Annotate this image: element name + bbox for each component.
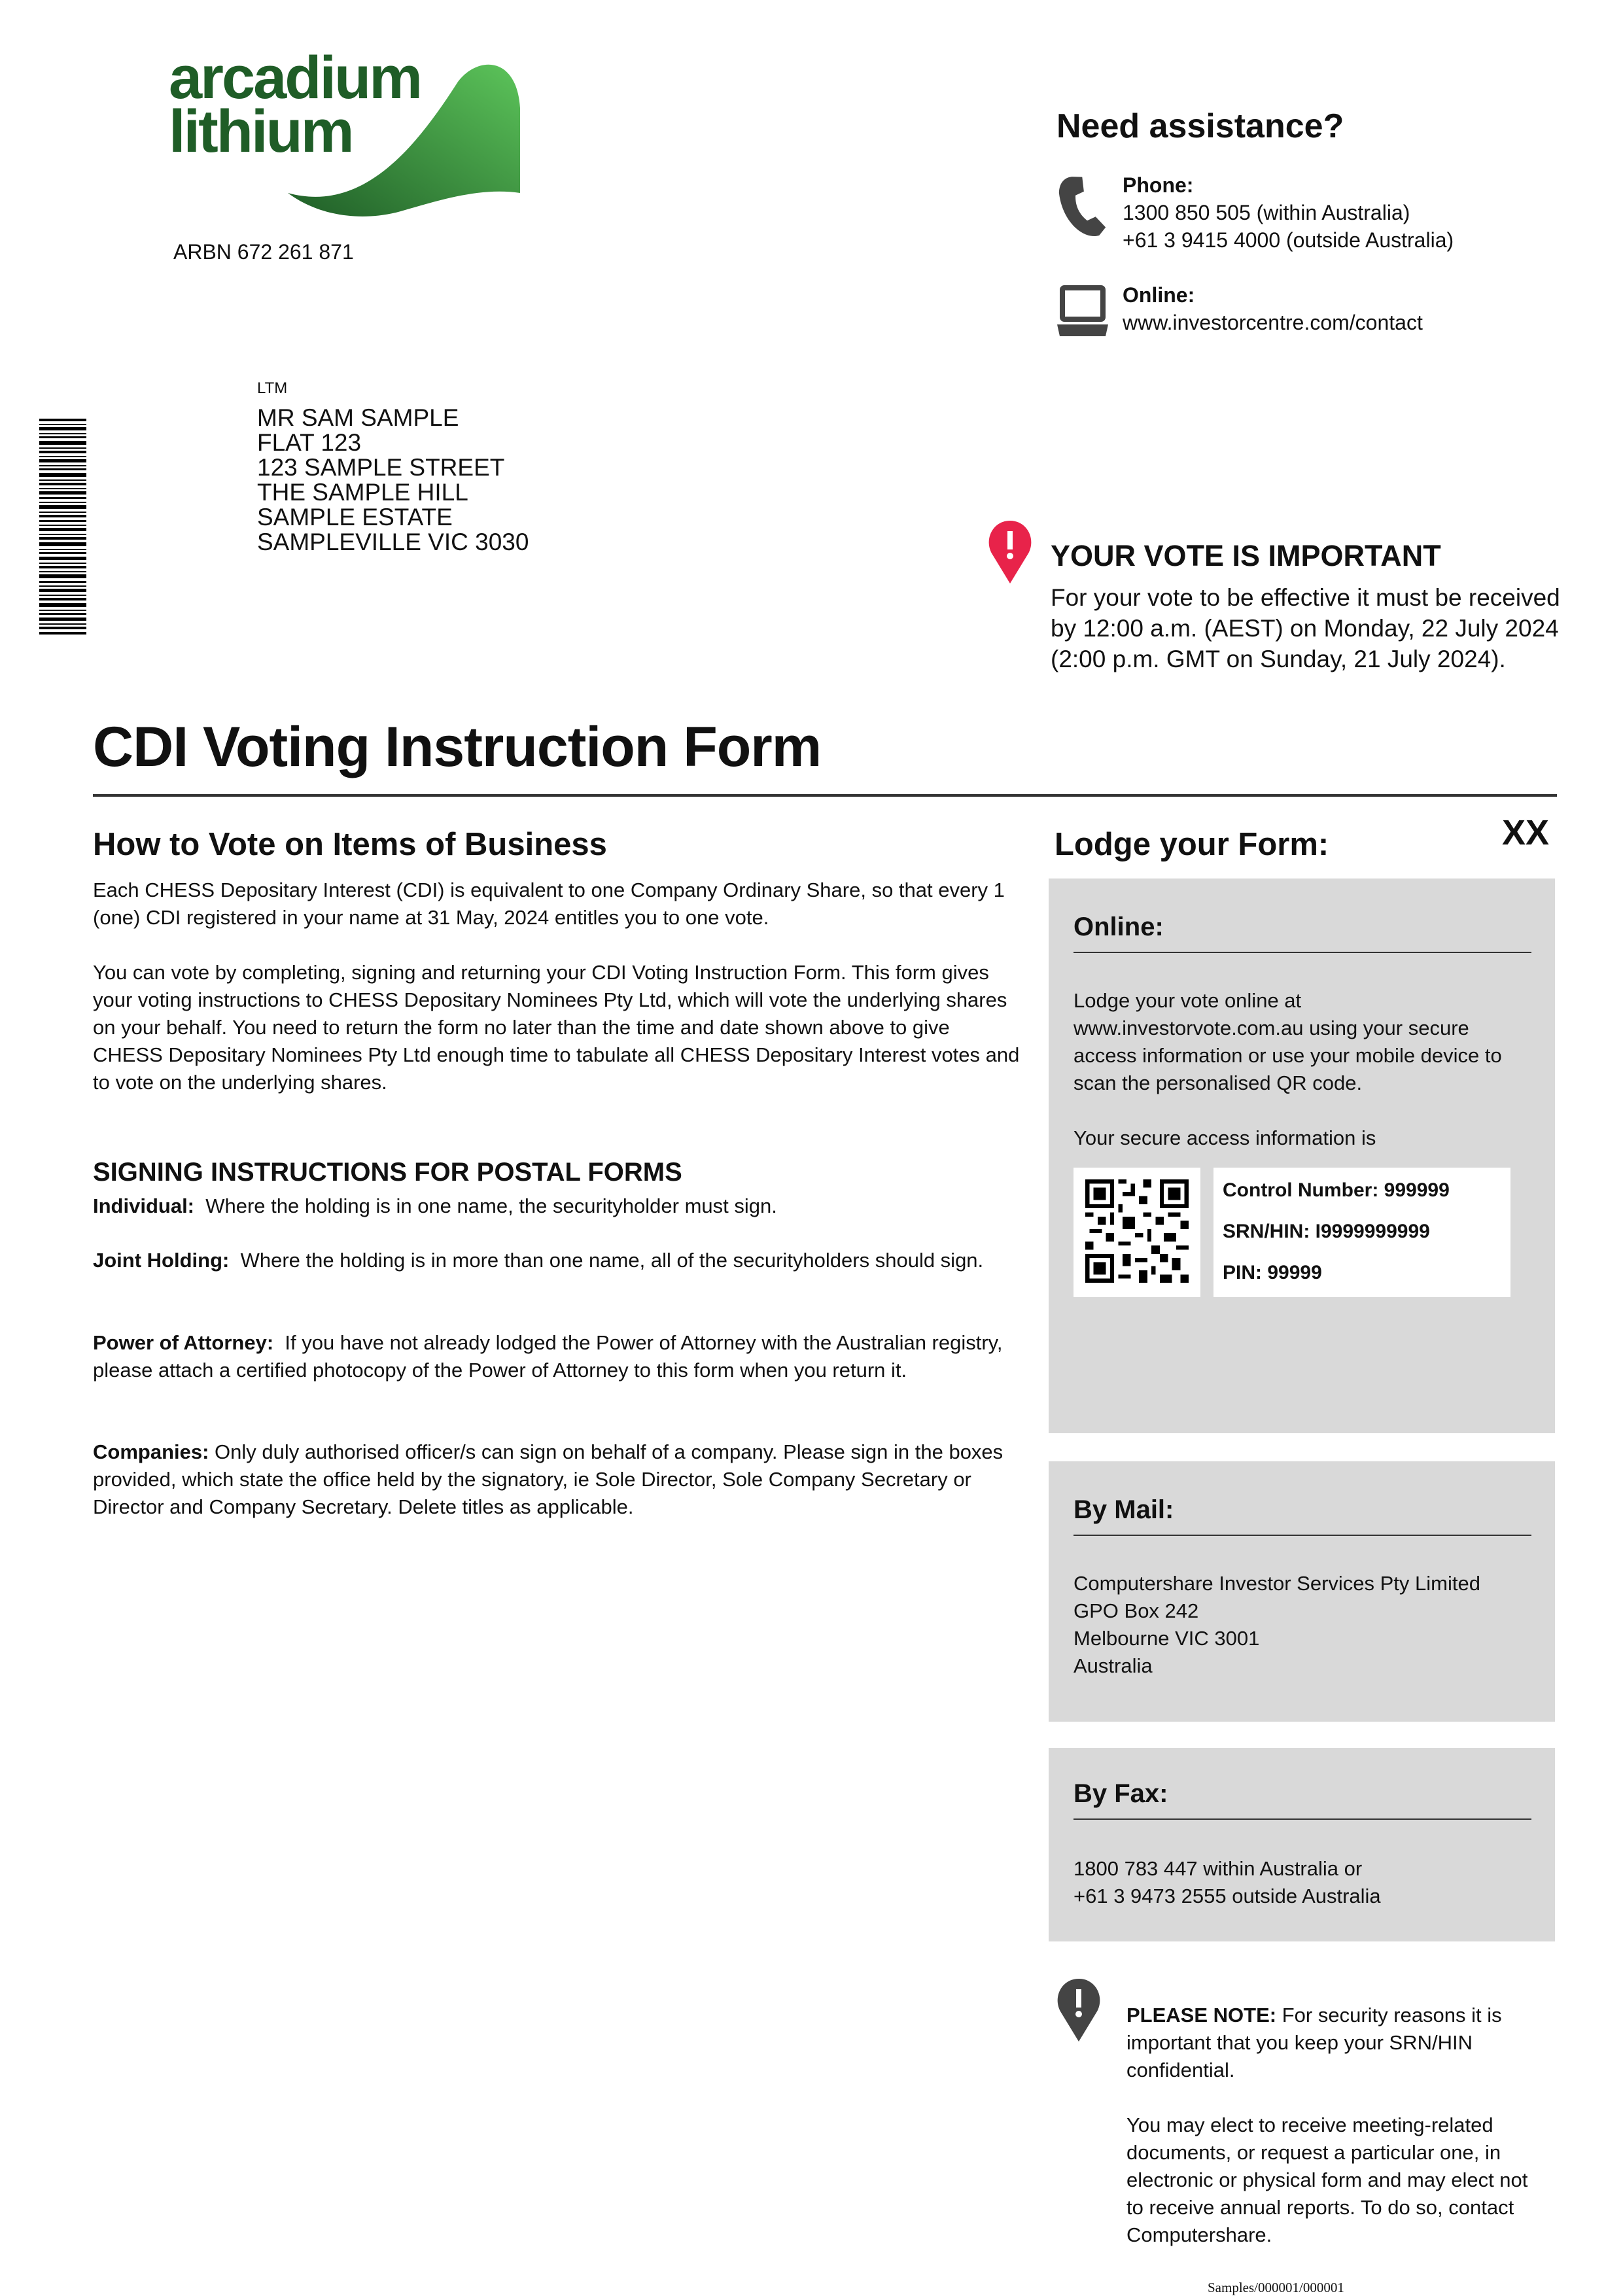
alert-pin-icon xyxy=(986,519,1034,585)
mail-address-line: Australia xyxy=(1073,1654,1153,1677)
address-line: SAMPLE ESTATE xyxy=(257,504,453,531)
joint-instruction xyxy=(93,1247,1022,1274)
individual-text: Where the holding is in one name, the securityholder must sign. xyxy=(205,1194,777,1217)
address-line: MR SAM SAMPLE xyxy=(257,404,459,431)
joint-text: Where the holding is in more than one name, all of the securityholders should sign. xyxy=(240,1249,984,1272)
online-lodge-panel xyxy=(1049,878,1555,1433)
fax-lodge-panel xyxy=(1049,1748,1555,1941)
info-pin-icon xyxy=(1055,1977,1102,2043)
address-line: SAMPLEVILLE VIC 3030 xyxy=(257,529,529,555)
phone-label: Phone: xyxy=(1123,173,1194,197)
fax-heading: By Fax: xyxy=(1073,1779,1168,1808)
address-line: THE SAMPLE HILL xyxy=(257,479,468,506)
mail-heading: By Mail: xyxy=(1073,1495,1174,1524)
logo-swoosh-icon xyxy=(281,56,530,219)
title-divider xyxy=(93,794,1557,797)
online-label: Online: xyxy=(1123,283,1195,307)
vote-deadline-text: For your vote to be effective it must be received by 12:00 a.m. (AEST) on Monday, 22 July 2024 (2:00 p.m. GMT on Sunday, 21 July 2024). xyxy=(1051,584,1560,672)
phone-international: +61 3 9415 4000 (outside Australia) xyxy=(1123,228,1454,252)
logo-line-1: arcadium xyxy=(169,44,421,111)
laptop-icon xyxy=(1055,284,1111,340)
logo-line-2: lithium xyxy=(169,98,353,165)
how-to-vote-heading: How to Vote on Items of Business xyxy=(93,827,607,862)
note-text-1: For security reasons it is important that you keep your SRN/HIN confidential. xyxy=(1126,2004,1502,2081)
access-intro: Your secure access information is xyxy=(1073,1126,1376,1149)
security-note xyxy=(1126,2002,1545,2249)
mail-address-line: Computershare Investor Services Pty Limited xyxy=(1073,1572,1480,1595)
assistance-title: Need assistance? xyxy=(1056,107,1344,145)
joint-label: Joint Holding: xyxy=(93,1249,230,1272)
lodge-form-heading: Lodge your Form: xyxy=(1055,827,1329,862)
page-marker: XX xyxy=(1502,813,1550,852)
document-reference: Samples/000001/000001 xyxy=(1208,2280,1344,2295)
fax-divider xyxy=(1073,1818,1531,1820)
secure-access-card xyxy=(1213,1168,1510,1297)
note-label: PLEASE NOTE: xyxy=(1126,2004,1277,2026)
qr-code-icon[interactable] xyxy=(1085,1179,1189,1283)
online-divider xyxy=(1073,952,1531,953)
mail-lodge-panel xyxy=(1049,1461,1555,1722)
fax-australia: 1800 783 447 within Australia or xyxy=(1073,1857,1363,1880)
mail-address xyxy=(1073,1570,1531,1680)
online-url[interactable]: www.investorcentre.com/contact xyxy=(1123,311,1423,334)
address-code: LTM xyxy=(257,379,288,397)
mail-divider xyxy=(1073,1535,1531,1536)
mail-address-line: Melbourne VIC 3001 xyxy=(1073,1627,1260,1650)
fax-numbers xyxy=(1073,1855,1531,1910)
arbn-number: ARBN 672 261 871 xyxy=(173,240,354,264)
poa-text: If you have not already lodged the Power of Attorney with the Australian registry, please attach a certified photocopy of the Power of Attorney to this form when you return it. xyxy=(93,1331,1003,1382)
online-instructions: Lodge your vote online at www.investorvote.com.au using your secure access information or use your mobile device to scan the personalised QR code. xyxy=(1073,989,1502,1094)
mail-address-line: GPO Box 242 xyxy=(1073,1599,1199,1622)
companies-instruction xyxy=(93,1438,1022,1521)
page-title: CDI Voting Instruction Form xyxy=(93,716,822,778)
companies-text: Only duly authorised officer/s can sign on behalf of a company. Please sign in the boxes provided, which state the office held by the signatory, ie Sole Director, Sole Company Secretary or Director and Company Secretary. Delete titles as applicable. xyxy=(93,1440,1003,1518)
qr-card xyxy=(1073,1168,1200,1297)
control-number: Control Number: 999999 xyxy=(1223,1179,1450,1201)
phone-australia: 1300 850 505 (within Australia) xyxy=(1123,201,1410,224)
address-line: FLAT 123 xyxy=(257,429,362,456)
phone-icon xyxy=(1049,175,1114,241)
poa-label: Power of Attorney: xyxy=(93,1331,274,1354)
srn-hin: SRN/HIN: I9999999999 xyxy=(1223,1221,1430,1242)
poa-instruction xyxy=(93,1329,1022,1384)
vote-important-title: YOUR VOTE IS IMPORTANT xyxy=(1051,539,1441,572)
individual-instruction xyxy=(93,1192,1022,1220)
signing-instructions-heading: SIGNING INSTRUCTIONS FOR POSTAL FORMS xyxy=(93,1158,682,1187)
address-line: 123 SAMPLE STREET xyxy=(257,454,505,481)
pin: PIN: 99999 xyxy=(1223,1262,1322,1283)
note-text-2: You may elect to receive meeting-related documents, or request a particular one, in electronic or physical form and may elect not to receive annual reports. To do so, contact Computershare. xyxy=(1126,2113,1528,2246)
companies-label: Companies: xyxy=(93,1440,209,1463)
security-note-para xyxy=(1126,2002,1545,2084)
online-heading: Online: xyxy=(1073,913,1164,941)
cdi-explanation: Each CHESS Depositary Interest (CDI) is equivalent to one Company Ordinary Share, so that every 1 (one) CDI registered in your name at 31 May, 2024 entitles you to one vote. xyxy=(93,878,1005,929)
individual-label: Individual: xyxy=(93,1194,194,1217)
voting-explanation: You can vote by completing, signing and returning your CDI Voting Instruction Form. This form gives your voting instructions to CHESS Depositary Nominees Pty Ltd, which will vote the underlying shares on your behalf. You need to return the form no later than the time and date shown above to give CHESS Depositary Nominees Pty Ltd enough time to tabulate all CHESS Depositary Interest votes and to vote on the underlying shares. xyxy=(93,961,1020,1094)
postal-barcode xyxy=(39,419,86,635)
mailing-address xyxy=(257,406,529,555)
fax-international: +61 3 9473 2555 outside Australia xyxy=(1073,1885,1381,1907)
